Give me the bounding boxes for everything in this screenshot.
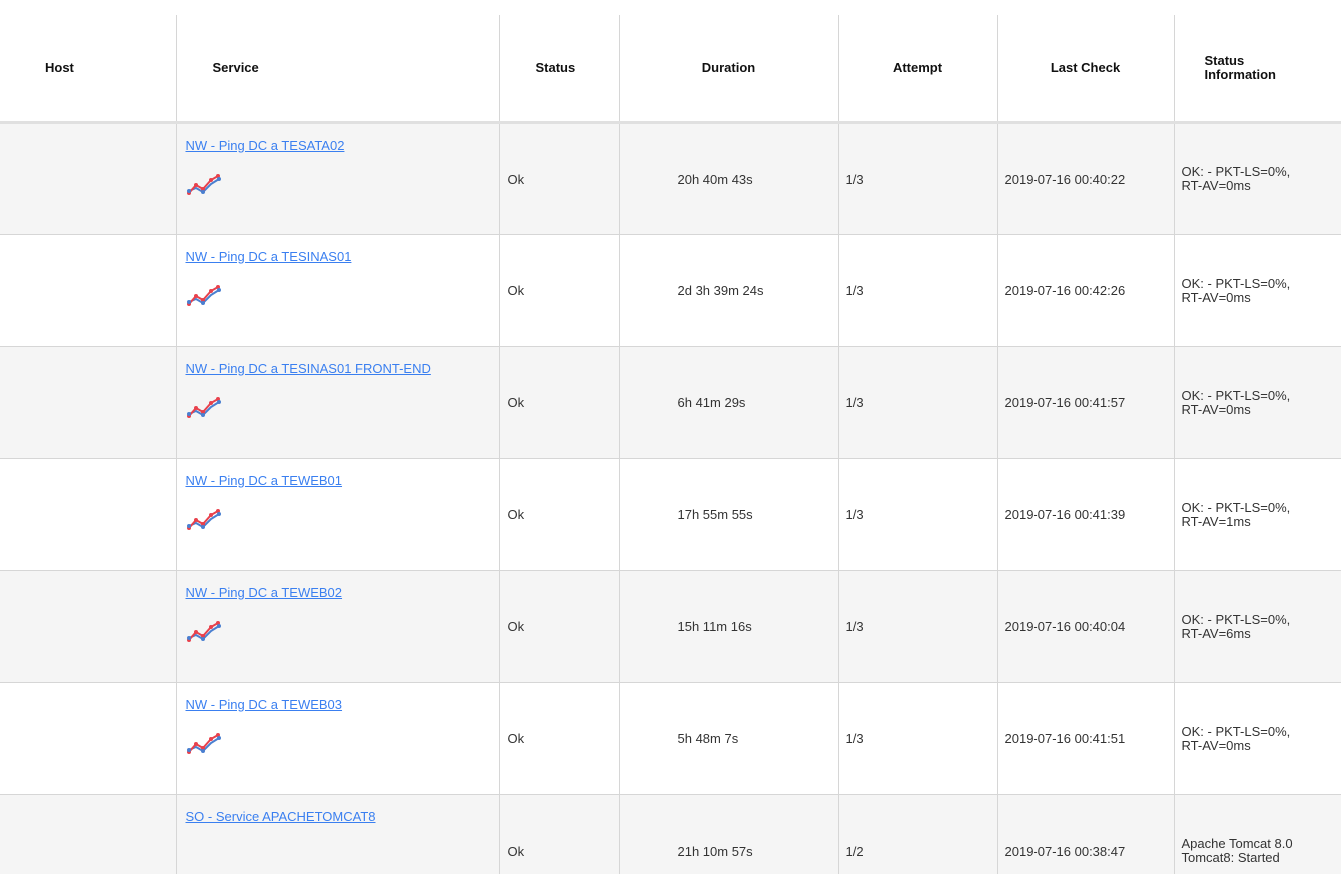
performance-graph-icon[interactable] (186, 619, 222, 645)
status-information-line2: RT-AV=0ms (1181, 737, 1251, 753)
status-information-cell (1174, 571, 1341, 683)
column-header-service[interactable]: Service (176, 15, 499, 123)
status-information-cell (1174, 683, 1341, 795)
column-header-status[interactable]: Status (499, 15, 619, 123)
service-cell (176, 571, 499, 683)
table-row (0, 683, 1341, 795)
host-cell (0, 123, 176, 235)
status-information-line2: RT-AV=0ms (1181, 289, 1251, 305)
status-cell: Ok (499, 347, 619, 459)
service-link[interactable]: NW - Ping DC a TEWEB02 (185, 585, 343, 600)
service-cell (176, 459, 499, 571)
host-cell (0, 683, 176, 795)
service-cell (176, 235, 499, 347)
table-body (0, 123, 1341, 874)
status-information-line2: RT-AV=6ms (1181, 625, 1251, 641)
attempt-cell: 1/3 (838, 123, 997, 235)
status-cell: Ok (499, 235, 619, 347)
last-check-cell: 2019-07-16 00:42:26 (997, 235, 1174, 347)
service-link[interactable]: SO - Service APACHETOMCAT8 (185, 809, 376, 824)
status-cell: Ok (499, 459, 619, 571)
status-information-line2: RT-AV=0ms (1181, 178, 1251, 193)
table-row (0, 123, 1341, 235)
performance-graph-icon[interactable] (186, 395, 222, 421)
duration-cell: 6h 41m 29s (619, 347, 838, 459)
services-table-container (0, 15, 1341, 874)
host-cell (0, 795, 176, 874)
performance-graph-icon[interactable] (186, 731, 222, 757)
performance-graph-icon[interactable] (186, 172, 222, 198)
table-row (0, 571, 1341, 683)
status-information-line1: OK: - PKT-LS=0%, (1181, 164, 1291, 179)
column-header-host[interactable]: Host (0, 15, 176, 123)
service-link[interactable]: NW - Ping DC a TESINAS01 FRONT-END (185, 361, 431, 376)
table-row (0, 459, 1341, 571)
status-cell: Ok (499, 123, 619, 235)
host-cell (0, 235, 176, 347)
duration-cell: 20h 40m 43s (619, 123, 838, 235)
service-link[interactable]: NW - Ping DC a TEWEB01 (185, 473, 343, 488)
host-cell (0, 347, 176, 459)
last-check-cell: 2019-07-16 00:41:39 (997, 459, 1174, 571)
services-table (0, 15, 1341, 874)
status-information-line1: OK: - PKT-LS=0%, (1181, 611, 1291, 627)
service-cell (176, 795, 499, 874)
last-check-cell: 2019-07-16 00:41:51 (997, 683, 1174, 795)
column-header-status-information-line2: Information (1204, 67, 1276, 82)
status-information-line2: Tomcat8: Started (1181, 850, 1280, 865)
performance-graph-icon[interactable] (186, 507, 222, 533)
last-check-cell: 2019-07-16 00:40:22 (997, 123, 1174, 235)
status-information-line1: OK: - PKT-LS=0%, (1181, 275, 1291, 291)
last-check-cell: 2019-07-16 00:38:47 (997, 795, 1174, 874)
status-information-line2: RT-AV=1ms (1181, 513, 1251, 529)
last-check-cell: 2019-07-16 00:40:04 (997, 571, 1174, 683)
status-information-line1: OK: - PKT-LS=0%, (1181, 499, 1291, 515)
status-information-line1: Apache Tomcat 8.0 (1181, 836, 1293, 851)
duration-cell: 2d 3h 39m 24s (619, 235, 838, 347)
attempt-cell: 1/3 (838, 459, 997, 571)
column-header-attempt[interactable]: Attempt (838, 15, 997, 123)
host-cell (0, 571, 176, 683)
table-row (0, 235, 1341, 347)
attempt-cell: 1/3 (838, 571, 997, 683)
duration-cell: 5h 48m 7s (619, 683, 838, 795)
status-information-line1: OK: - PKT-LS=0%, (1181, 723, 1291, 739)
column-header-status-information[interactable] (1174, 15, 1341, 123)
status-cell: Ok (499, 683, 619, 795)
service-link[interactable]: NW - Ping DC a TESINAS01 (185, 249, 352, 264)
status-information-cell (1174, 123, 1341, 235)
duration-cell: 17h 55m 55s (619, 459, 838, 571)
service-link[interactable]: NW - Ping DC a TESATA02 (185, 138, 345, 153)
service-cell (176, 683, 499, 795)
duration-cell: 15h 11m 16s (619, 571, 838, 683)
attempt-cell: 1/3 (838, 347, 997, 459)
status-cell: Ok (499, 795, 619, 874)
table-header-row (0, 15, 1341, 123)
attempt-cell: 1/3 (838, 683, 997, 795)
status-information-line1: OK: - PKT-LS=0%, (1181, 387, 1291, 403)
column-header-status-information-line1: Status (1204, 53, 1245, 68)
duration-cell: 21h 10m 57s (619, 795, 838, 874)
column-header-duration[interactable]: Duration (619, 15, 838, 123)
table-row (0, 795, 1341, 874)
last-check-cell: 2019-07-16 00:41:57 (997, 347, 1174, 459)
status-information-cell (1174, 795, 1341, 874)
performance-graph-icon[interactable] (186, 283, 222, 309)
service-cell (176, 123, 499, 235)
service-cell (176, 347, 499, 459)
column-header-last-check[interactable]: Last Check (997, 15, 1174, 123)
status-information-cell (1174, 347, 1341, 459)
status-information-cell (1174, 459, 1341, 571)
status-information-cell (1174, 235, 1341, 347)
status-cell: Ok (499, 571, 619, 683)
status-information-line2: RT-AV=0ms (1181, 401, 1251, 417)
table-row (0, 347, 1341, 459)
attempt-cell: 1/3 (838, 235, 997, 347)
attempt-cell: 1/2 (838, 795, 997, 874)
host-cell (0, 459, 176, 571)
service-link[interactable]: NW - Ping DC a TEWEB03 (185, 697, 343, 712)
